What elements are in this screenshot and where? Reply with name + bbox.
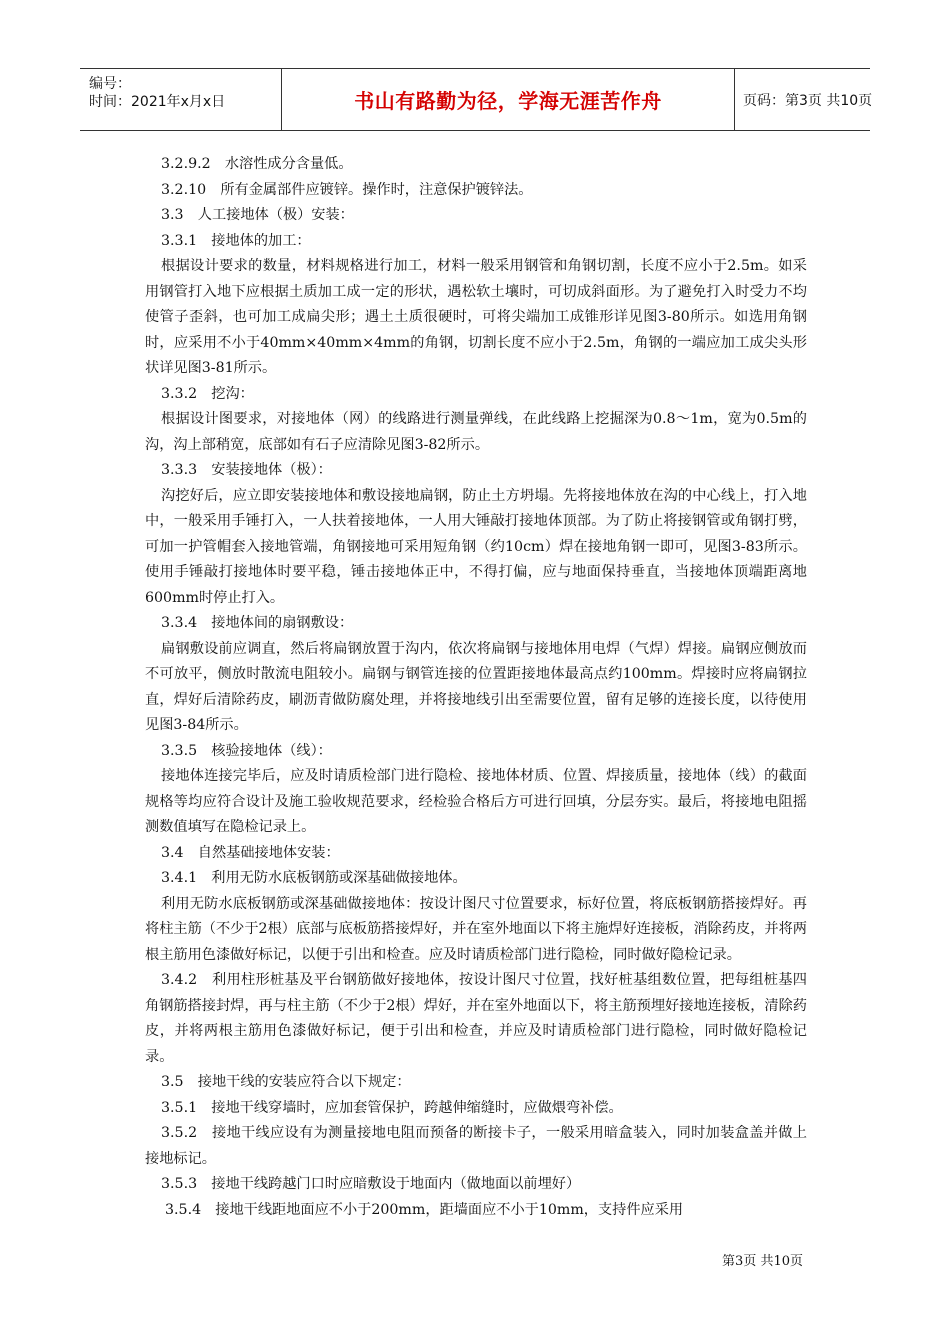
section-heading: 3.3.1 接地体的加工： — [161, 232, 311, 249]
body-paragraph: 3.4.2 利用柱形桩基及平台钢筋做好接地体，按设计图尺寸位置，找好桩基组数位置，把每组桩基四角钢筋搭接封焊，再与柱主筋（不少于2根）焊好，并在室外地面以下，将主筋预埋好接地连接板，清除药皮，并将两根主筋用色漆做好标记，便于引出和检查，并应及时请质检部门进行隐检，同时做好隐检记录。 — [145, 972, 807, 1065]
section-heading: 3.3.2 挖沟： — [161, 385, 254, 402]
section-heading: 3.2.9.2 水溶性成分含量低。 — [161, 156, 353, 172]
page-header — [80, 68, 873, 131]
section-heading: 3.5.4 接地干线距地面应不小于200mm，距墙面应不小于10mm，支持件应采用 — [165, 1201, 684, 1218]
document-number-label: 编号： — [89, 76, 131, 92]
body-paragraph: 利用无防水底板钢筋或深基础做接地体：按设计图尺寸位置要求，标好位置，将底板钢筋搭接焊好。再将柱主筋（不少于2根）底部与底板筋搭接焊好，并在室外地面以下将主施焊好连接板，消除药皮，并将两根主筋用色漆做好标记，以便于引出和检查。应及时请质检部门进行隐检，同时做好隐检记录。 — [145, 895, 807, 963]
document-body — [145, 152, 807, 1223]
section-heading: 3.2.10 所有金属部件应镀锌。操作时，注意保护镀锌法。 — [161, 181, 533, 198]
header-motto: 书山有路勤为径，学海无涯苦作舟 — [354, 89, 662, 113]
document-date-label: 时间：2021年x月x日 — [89, 94, 226, 110]
section-heading: 3.3 人工接地体（极）安装： — [161, 207, 354, 223]
section-heading: 3.5.1 接地干线穿墙时，应加套管保护，跨越伸缩缝时，应做煨弯补偿。 — [161, 1099, 623, 1116]
body-paragraph: 3.5.2 接地干线应设有为测量接地电阻而预备的断接卡子，一般采用暗盒装入，同时加装盒盖并做上接地标记。 — [145, 1125, 807, 1167]
header-page-code: 页码：第3页 共10页 — [743, 92, 873, 109]
section-heading: 3.4 自然基础接地体安装： — [161, 844, 340, 861]
section-heading: 3.3.4 接地体间的扇钢敷设： — [161, 615, 354, 631]
body-paragraph: 根据设计图要求，对接地体（网）的线路进行测量弹线，在此线路上挖掘深为0.8～1m，宽为0.5m的沟，沟上部稍宽，底部如有石子应清除见图3-82所示。 — [145, 411, 807, 453]
section-heading: 3.4.1 利用无防水底板钢筋或深基础做接地体。 — [161, 870, 467, 886]
header-meta-cell — [80, 69, 282, 130]
section-heading: 3.3.3 安装接地体（极）： — [161, 462, 332, 478]
header-page-cell — [735, 69, 873, 130]
body-paragraph: 扁钢敷设前应调直，然后将扁钢放置于沟内，依次将扁钢与接地体用电焊（气焊）焊接。扁钢应侧放而不可放平，侧放时散流电阻较小。扁钢与钢管连接的位置距接地体最高点约100mm。焊接时应将扁钢拉直，焊好后清除药皮，刷沥青做防腐处理，并将接地线引出至需要位置，留有足够的连接长度，以待使用见图3-84所示。 — [145, 640, 807, 733]
section-heading: 3.3.5 核验接地体（线）： — [161, 742, 332, 759]
body-paragraph: 接地体连接完毕后，应及时请质检部门进行隐检、接地体材质、位置、焊接质量，接地体（线）的截面规格等均应符合设计及施工验收规范要求，经检验合格后方可进行回填，分层夯实。最后，将接地电阻摇测数值填写在隐检记录上。 — [145, 768, 807, 835]
header-motto-cell — [282, 69, 735, 130]
page-footer: 第3页 共10页 — [722, 1254, 803, 1269]
section-heading: 3.5 接地干线的安装应符合以下规定： — [161, 1074, 411, 1090]
body-paragraph: 根据设计要求的数量，材料规格进行加工，材料一般采用钢管和角钢切割，长度不应小于2.5m。如采用钢管打入地下应根据土质加工成一定的形状，遇松软土壤时，可切成斜面形。为了避免打入时受力不均使管子歪斜，也可加工成扁尖形；遇土土质很硬时，可将尖端加工成锥形详见图3-80所示。如选用角钢时，应采用不小于40mm×40mm×4mm的角钢，切割长度不应小于2.5m，角钢的一端应加工成尖头形状详见图3-81所示。 — [145, 258, 807, 376]
body-paragraph: 沟挖好后，应立即安装接地体和敷设接地扁钢，防止土方坍塌。先将接地体放在沟的中心线上，打入地中，一般采用手锤打入，一人扶着接地体，一人用大锤敲打接地体顶部。为了防止将接钢管或角钢打劈，可加一护管帽套入接地管端，角钢接地可采用短角钢（约10cm）焊在接地角钢一即可，见图3-83所示。使用手锤敲打接地体时要平稳，锤击接地体正中，不得打偏，应与地面保持垂直，当接地体顶端距离地600mm时停止打入。 — [145, 487, 807, 606]
section-heading: 3.5.3 接地干线跨越门口时应暗敷设于地面内（做地面以前埋好） — [161, 1176, 581, 1192]
